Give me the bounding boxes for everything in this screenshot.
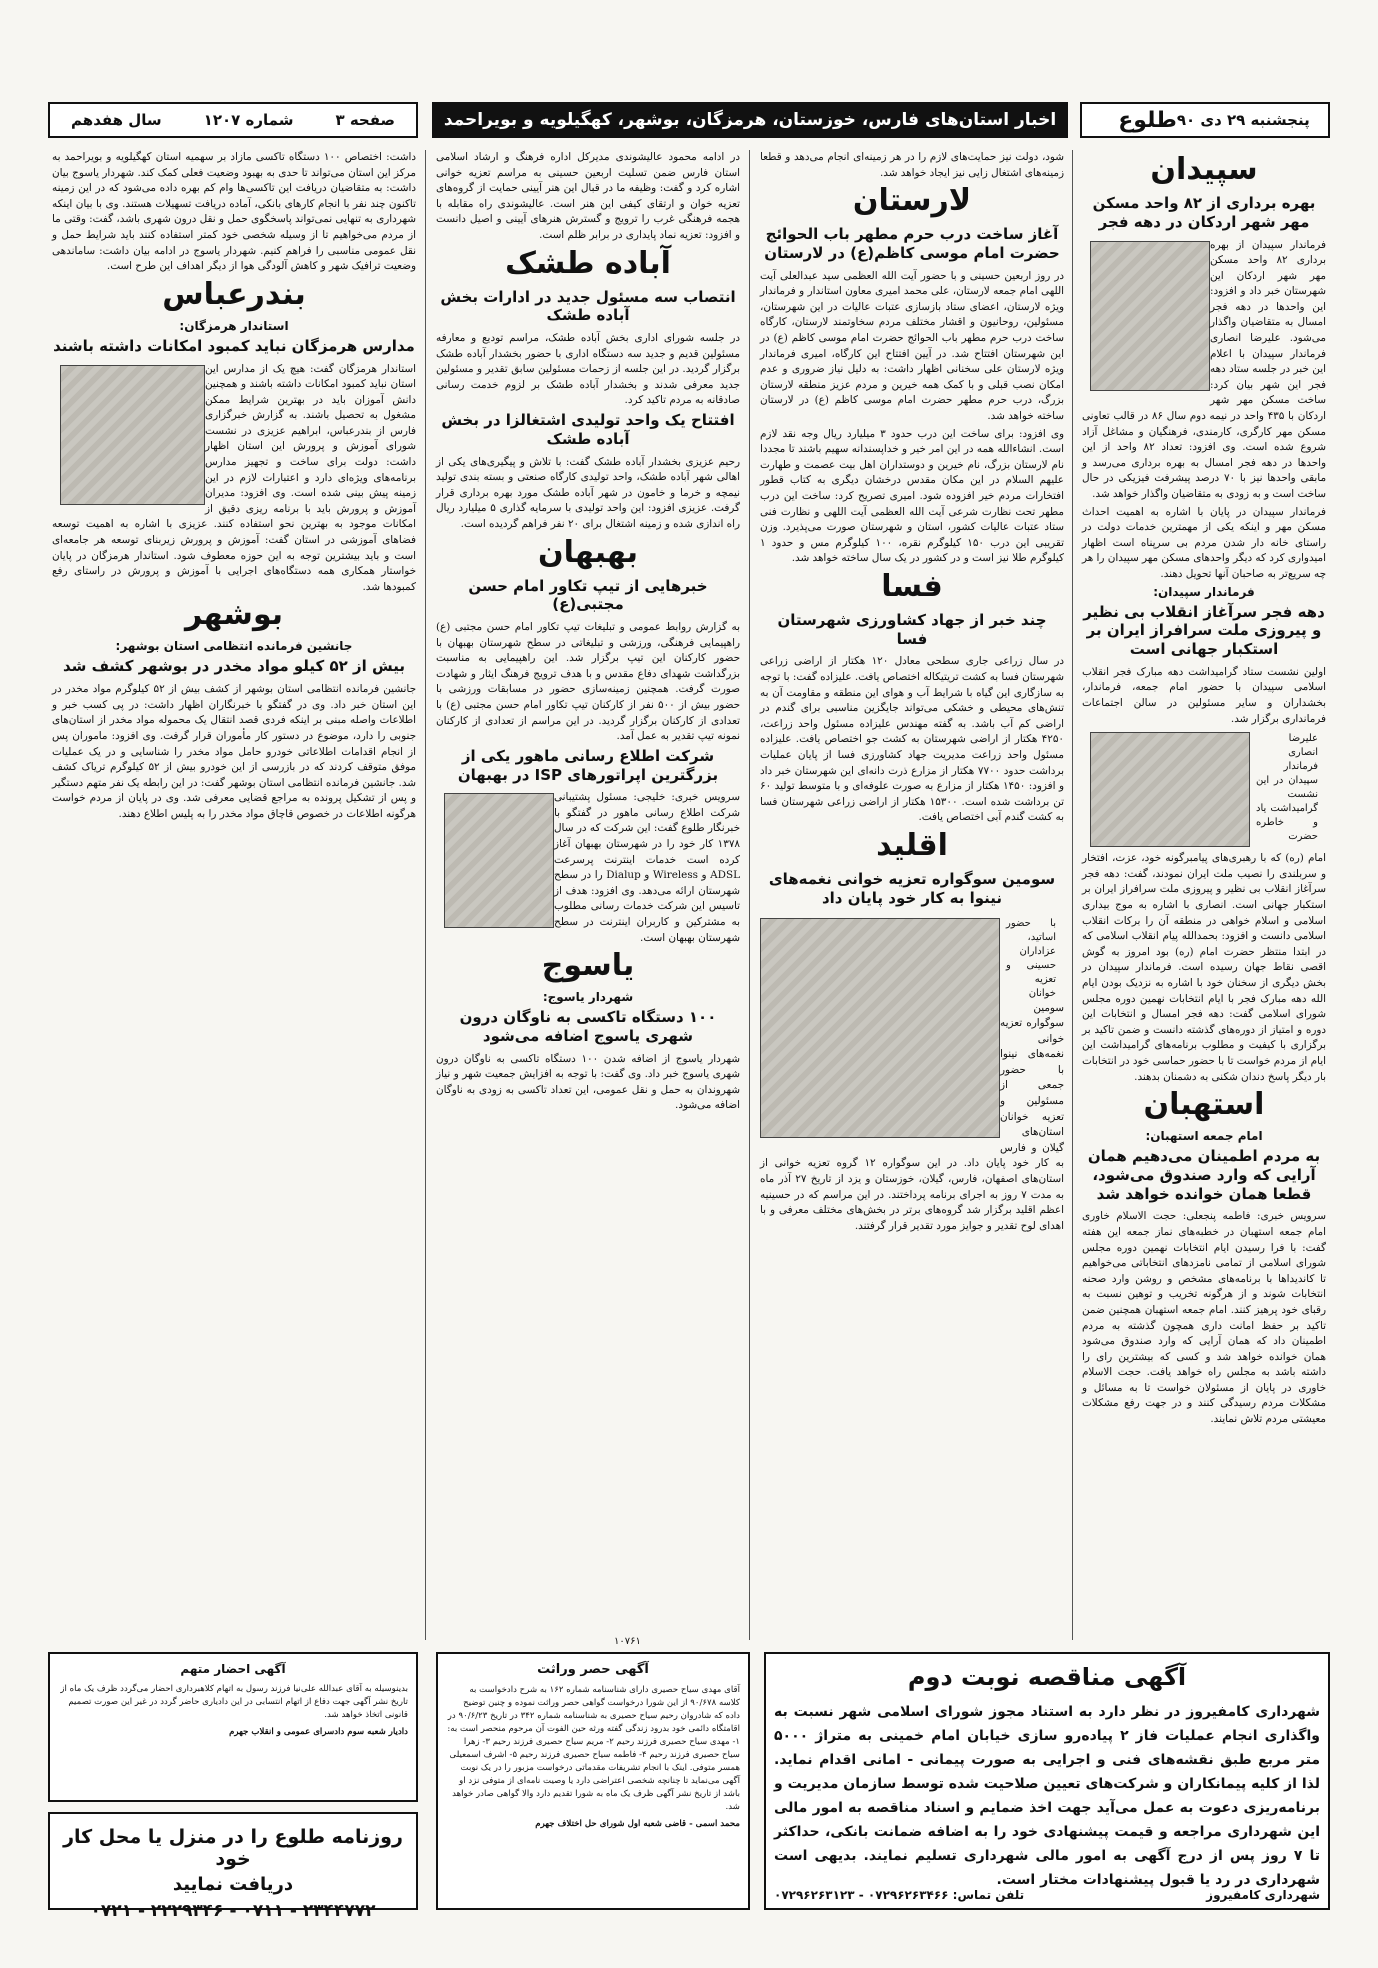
inheritance-title: آگهی حصر وراثت [537,1662,649,1677]
article-headline: دهه فجر سرآغاز انقلاب بی نظیر و پیروزی ملت سرافراز ایران بر استکبار جهانی است [1083,602,1325,659]
issue-box [48,102,418,138]
article-body: رحیم عزیزی بخشدار آباده طشک گفت: با تلاش و پیگیری‌های یکی از اهالی شهر آباده طشک، واحد تولیدی کارگاه صنعتی و بسته بندی تولید نیمچه و خرما و خامون در شهر آباده طشک مورد بهره برداری قرار گرفت. عزیزی افزود: این واحد تولیدی با سرمایه گذاری ۵ میلیارد ریال راه اندازی شده و زمینه اشتغال برای ۲۰ نفر فراهم گردیده است. [436,455,740,530]
section-title [432,102,1068,138]
article-body: سومین سوگواره تعزیه خوانی نغمه‌های نینوا با حضور جمعی از مسئولین و تعزیه خوانان استان‌های گیلان و فارس به کار خود پایان داد. در این سوگواره ۱۲ گروه تعزیه خوانی از استان‌های اصفهان، فارس، گیلان، خوزستان و یزد از تاریخ ۲۷ آذر ماه به مدت ۷ روز به اجرای برنامه پرداختند. در این مراسم که در حسینیه اعظم اقلید برگزار شد گروه‌های برتر در بخش‌های مختلف معرفی و با اهدای لوح تقدیر و جوایز مورد تقدیر قرار گرفتند. [760,1001,1064,1232]
summons-notice [48,1652,418,1802]
article-body: در ادامه محمود عالیشوندی مدیرکل اداره فرهنگ و ارشاد اسلامی استان فارس ضمن تسلیت اربعین حسینی به مراسم تعزیه خوانی اشاره کرد و گفت: وظیفه ما در قبال این هنر آیینی حمایت از گروه‌های تعزیه خوان و ارتقای کیفی این هنر است. عالیشوندی راه مقابله با هجمه فرهنگی غرب را ترویج و گسترش هنرهای آیینی و اصیل دانست و افزود: تعزیه نماد پایداری در برابر ظلم است. [436,151,740,241]
column-divider [749,150,750,1640]
article-kicker: استاندار هرمزگان: [179,318,289,333]
article-body: به گزارش روابط عمومی و تبلیغات تیپ تکاور امام حسن مجتبی (ع) راهپیمایی فرهنگی، ورزشی و تبلیغاتی در سطح شهرستان بهبهان با حضور کارکنان این تیپ برگزار شد. این راهپیمایی به مناسبت بزرگداشت شهدای دفاع مقدس و با هدف ترویج فرهنگ ایثار و شهادت صورت گرفت. همچنین زمینه‌سازی حضور در مسابقات ورزشی با حضور بیش از ۵۰۰ نفر از کارکنان تیپ تکاور امام حسن مجتبی (ع) با تعدادی از کارکنان برگزار گردید. در این مراسم از تعدادی از کارکنان نمونه تیپ تقدیر به عمل آمد. [436,621,740,743]
photo-caption: علیرضا انصاری فرماندار سپیدان در این نشست گرامیداشت یاد و خاطره حضرت [1256,733,1318,843]
article-body: جانشین فرمانده انتظامی استان بوشهر از کشف بیش از ۵۲ کیلوگرم مواد مخدر در این استان خبر داد. وی در گفتگو با خبرنگاران اظهار داشت: در پی کسب خبر و اطلاعات واصله مبنی بر اینکه فردی قصد انتقال یک محموله مواد مخدر از استان‌های جنوبی را دارد، موضوع در دستور کار مأموران قرار گرفت. وی افزود: ماموران پس از انجام اقدامات اطلاعاتی خودرو حامل مواد مخدر را شناسایی و در یک عملیات موفق متوقف کردند که در بازرسی از این خودرو بیش از ۵۲ کیلوگرم تریاک کشف شد. جانشین فرمانده انتظامی استان بوشهر گفت: در این رابطه یک نفر متهم دستگیر و پس از تشکیل پرونده به مراجع قضایی معرفی شد. وی در پایان از مردم خواست هرگونه اطلاعات در خصوص قاچاق مواد مخدر را به پلیس اطلاع دهند. [52,683,416,820]
article-body: سرویس خبری: فاطمه پنجعلی: حجت الاسلام خاوری امام جمعه استهبان در خطبه‌های نماز جمعه این هفته گفت: با فرا رسیدن ایام انتخابات نهمین دوره مجلس شورای اسلامی از تمامی نامزدهای انتخاباتی می‌خواهیم تا کاندیداها با برنامه‌های مشخص و روشن وارد صحنه انتخابات شوند و از هرگونه تخریب و توهین نسبت به رقبای خود پرهیز کنند. امام جمعه استهبان همچنین ضمن تاکید بر حفظ امانت داری همچون گذشته به مردم اطمینان داد که همان آرایی که وارد صندوق می‌شود همان خوانده خواهد شد و کسی که بیشترین رای را داشته باشد به مجلس راه خواهد یافت. حجت الاسلام خاوری در پایان از مسئولان خواست تا به مسائل و مشکلات مردم رسیدگی کنند و در جهت رفع مشکلات معیشتی مردم تلاش نمایند. [1082,1210,1326,1426]
page-number: صفحه ۳ [335,111,396,129]
tender-footer [774,1888,1320,1902]
tender-notice [764,1652,1330,1910]
masthead-date-box [1080,102,1330,138]
article-kicker: امام جمعه استهبان: [1145,1129,1263,1144]
city-heading: بندرعباس [162,276,306,312]
article-headline: ۱۰۰ دستگاه تاکسی به ناوگان درون شهری یاسوج اضافه می‌شود [459,1008,717,1045]
article-body: فرماندار سپیدان از بهره برداری ۸۲ واحد مسکن مهر شهر اردکان این شهرستان خبر داد و افزود: این واحدها در دهه فجر امسال به متقاضیان واگذار می‌شود. علیرضا انصاری فرماندار سپیدان با اعلام این خبر در جلسه ستاد دهه فجر این شهر بیان کرد: ساخت مسکن مهر شهر اردکان با ۴۳۵ واحد در نیمه دوم سال ۸۶ در قالب تعاونی مسکن مهر کارگری، کارمندی، فرهنگیان و مشاغل آزاد شروع شده است. وی افزود: تعداد ۸۲ واحد از این واحدها در دهه فجر امسال به بهره برداری می‌رسد و مابقی واحدها نیز با ۷۰ درصد پیشرفت فیزیکی در حال ساخت است و به زودی به متقاضیان واگذار خواهد شد. [1082,238,1327,500]
city-heading: یاسوج [541,948,635,984]
subscription-ad [48,1812,418,1921]
city-heading: اقلید [876,828,948,863]
article-kicker: شهردار یاسوج: [542,990,634,1005]
inheritance-notice [436,1652,750,1910]
article-headline: به مردم اطمینان می‌دهیم همان آرایی که وارد صندوق می‌شود، قطعا همان خوانده خواهد شد [1087,1147,1321,1203]
article-body: داشت: اختصاص ۱۰۰ دستگاه تاکسی مازاد بر سهمیه استان کهگیلویه و بویراحمد به مرکز این استان می‌تواند تا حدی به بهبود وضعیت فعلی کمک کند. شهردار یاسوج بیان داشت: به متقاضیان دریافت این تاکسی‌ها وام کم بهره داده می‌شود که در این زمینه تاکنون چند نفر با انجام کارهای بانکی، آماده دریافت تسهیلات هستند. وی با بیان اینکه شهرداری به تنهایی نمی‌تواند پاسخگوی حمل و نقل درون شهری باشد، گفت: وقتی ما از مردم می‌خواهیم تا از وسیله شخصی خود کمتر استفاده کنند باید شرایط حمل و نقل عمومی مناسبی را فراهم کنیم. شهردار یاسوج در ادامه بیان داشت: ساماندهی وضعیت ترافیک شهر و کاهش آلودگی هوا از دیگر اهداف این طرح است. [52,151,416,273]
inheritance-signature: محمد اسمی - قاضی شعبه اول شورای حل اختلاف جهرم [535,1819,740,1830]
column-2 [756,150,1068,1640]
article-headline: بیش از ۵۲ کیلو مواد مخدر در بوشهر کشف شد [63,657,405,676]
summons-title: آگهی احضار متهم [180,1662,286,1676]
article-headline: خبرهایی از تیپ تکاور امام حسن مجتبی(ع) [468,576,708,614]
meeting-photo [1090,732,1250,847]
article-body: شود، دولت نیز حمایت‌های لازم را در هر زمینه‌ای انجام می‌دهد و قطعا زمینه‌های اشتغال زایی نیز ایجاد خواهد شد. [760,151,1064,179]
column-1 [1078,150,1330,1640]
tender-title: آگهی مناقصه نوبت دوم [907,1663,1187,1691]
column-3 [432,150,744,1640]
article-headline: شرکت اطلاع رسانی ماهور یکی از بزرگترین اپراتورهای ISP در بهبهان [457,746,719,784]
summons-text: بدینوسیله به آقای عبدالله علی‌نیا فرزند رسول به اتهام کلاهبرداری احضار می‌گردد ظرف یک ماه از تاریخ نشر آگهی جهت دفاع از اتهام انتسابی در این دادیاری حاضر گردد در غیر این صورت تصمیم قانونی اتخاذ خواهد شد. [60,1684,408,1720]
city-heading: بهبهان [538,534,638,570]
article-body: استاندار هرمزگان گفت: هیچ یک از مدارس این استان نباید کمبود امکانات داشته باشند و همچنین دانش آموزان باید در بهترین شرایط ممکن مشغول به تحصیل باشند. به گزارش خبرگزاری فارس از بندرعباس، ابراهیم عزیزی در نشست شورای آموزش و پرورش این استان اظهار داشت: دولت برای ساخت و تجهیز مدارس برنامه‌های ویژه‌ای دارد و اعتبارات لازم در این زمینه پیش بینی شده است. وی افزود: مدیران آموزش و پرورش باید با برنامه ریزی دقیق از امکانات موجود به بهترین نحو استفاده کنند. عزیزی با اشاره به اهمیت توسعه فضاهای آموزشی در استان گفت: آموزش و پرورش زیربنای توسعه هر جامعه‌ای است و باید بیشترین توجه به این حوزه معطوف شود. استاندار هرمزگان در پایان خواستار همکاری همه دستگاه‌های اجرایی با آموزش و پرورش در راستای رفع کمبودها شد. [52,362,416,593]
article-kicker: جانشین فرمانده انتظامی استان بوشهر: [115,639,353,654]
article-headline: بهره برداری از ۸۲ واحد مسکن مهر شهر اردکان در دهه فجر [1092,194,1316,231]
article-headline: آغاز ساخت درب حرم مطهر باب الحوائج حضرت امام موسی کاظم(ع) در لارستان [764,225,1060,262]
article-body: وی افزود: برای ساخت این درب حدود ۳ میلیارد ریال وجه نقد لازم است. انشاءالله همه در این امر خیر و خداپسندانه سهیم باشند تا مجددا نام لارستان بزرگ، نام خیرین و دوستداران اهل بیت عصمت و طهارت علیهم السلام در این مکان مقدس درخشان دیگری به کتاب قطور افتخارات مردم خیر افزوده شود. امیری تصریح کرد: ساخت این درب مطهر تحت نظارت شرعی آیت الله العظمی آیت اللهی و نظارت فنی ستاد عتبات عالیات کشور، استان و شهرستان صورت می‌پذیرد. وزن تقریبی این درب ۱۵۰ کیلوگرم نقره، ۱۰۰ کیلوگرم مس و حدود ۱ کیلوگرم طلا نیز است و در کشور در یک سال ساخته خواهد شد. [760,427,1065,565]
ceremony-photo [760,918,1000,1138]
article-body: امام (ره) که با رهبری‌های پیامبرگونه خود، عزت، افتخار و سربلندی را نصیب ملت ایران نمودند، گفت: دهه فجر سرآغاز انقلاب بی نظیر و پیروزی ملت سرافراز ایران بر استکبار جهانی است. انصاری با اشاره به موج بیداری اسلامی و اسلام خواهی در منطقه آن را برکات انقلاب اسلامی دانست و افزود: بحمدالله پیام انقلاب اسلامی که در ابتدا منتظر حضرت امام (ره) بود امروز به گوش اقصی نقاط جهان رسیده است. فرماندار سپیدان در بخش دیگری از سخنان خود با اشاره به نزدیک بودن ایام الله دهه مبارک فجر با ایام انتخابات نهمین دوره مجلس شورای اسلامی گفت: دهه فجر امسال و انتخابات این دوره و امتیاز از دوره‌های گذشته دانست و ضمن تاکید بر برگزاری با کیفیت و مطلوب برنامه‌های گرامیداشت این ایام از مردم خواست تا با حضور حماسی خود در انتخابات بار دیگر پاسخ دندان شکنی به دشمنان بدهند. [1082,852,1326,1083]
city-heading: استهبان [1143,1087,1265,1123]
city-heading: فسا [881,568,943,604]
article-headline: مدارس هرمزگان نباید کمبود امکانات داشته باشند [53,336,415,355]
article-body: در سال زراعی جاری سطحی معادل ۱۲۰ هکتار از اراضی زراعی شهرستان فسا به کشت تریتیکاله اختصاص یافت. علیزاده گفت: با توجه به سازگاری این گیاه با شرایط آب و هوای این منطقه و مقاومت آن به تنش‌های محیطی و خشکی می‌تواند جایگزین مناسبی برای گندم در اراضی کم آب باشد. به گفته مهندس علیزاده مسئول واحد زراعت، ۴۲۵۰ هکتار از اراضی شهرستان به کشت جو اختصاص یافت. علیزاده مسئول واحد زراعت مدیریت جهاد کشاورزی فسا از پایان عملیات برداشت حدود ۷۷۰۰ هکتار از مزارع ذرت دانه‌ای این شهرستان خبر داد و افزود: ۱۴۵۰ هکتار از مزارع به صورت علوفه‌ای و با متوسط تولید ۶۰ تن برداشت شده است. ۱۵۳۰۰ هکتار از اراضی زراعی شهرستان فسا به کشت گندم آبی اختصاص یافت. [759,655,1065,824]
tender-phone: تلفن تماس: ۰۷۲۹۶۲۶۳۴۶۶ - ۰۷۲۹۶۲۶۳۱۲۳ [774,1888,1025,1902]
inheritance-text: آقای مهدی سیاح حصیری دارای شناسنامه شماره ۱۶۲ به شرح دادخواست به کلاسه ۹۰/۶۷۸ از این شورا درخواست گواهی حصر وراثت نموده و چنین توضیح داده که شادروان رحیم سیاح حصیری به شناسنامه شماره ۳۴۲ در تاریخ ۹۰/۶/۲۳ در اقامتگاه دائمی خود بدرود زندگی گفته ورثه حین الفوت آن مرحوم منحصر است به: ۱- مهدی سیاح حصیری فرزند رحیم ۲- مریم سیاح حصیری فرزند رحیم ۳- زهرا سیاح حصیری فرزند رحیم ۴- فاطمه سیاح حصیری فرزند رحیم ۵- اشرف اسمعیلی همسر متوفی. اینک با انجام تشریفات مقدماتی درخواست مزبور را در یک نوبت آگهی می‌نماید تا چنانچه شخصی اعتراضی دارد یا وصیت نامه‌ای از متوفی نزد او باشد از تاریخ نشر آگهی ظرف یک ماه به شورا تقدیم دارد والا گواهی صادر خواهد شد. [447,1685,740,1813]
article-headline: افتتاح یک واحد تولیدی اشتغالزا در بخش آباده طشک [441,411,735,448]
newspaper-page [48,92,1330,1922]
article-headline: چند خبر از جهاد کشاورزی شهرستان فسا [777,610,1047,648]
portrait-photo [444,793,554,928]
newspaper-logo: طلوع [1118,107,1177,133]
summons-signature: دادیار شعبه سوم دادسرای عمومی و انقلاب جهرم [229,1727,408,1737]
tender-signature: شهرداری کامفیروز [1206,1888,1320,1902]
volume-year: سال هفدهم [71,111,162,129]
article-body: در روز اربعین حسینی و با حضور آیت الله العظمی سید عبدالعلی آیت اللهی امام جمعه لارستان، علی محمد امیری معاون استاندار و فرماندار ویژه لارستان، اعضای ستاد بازسازی عتبات عالیات در این شهرستان، مسئولین، روحانیون و اقشار مختلف مردم سخاوتمند لارستان، کارگاه ساخت درب حرم مطهر باب الحوائج حضرت امام موسی کاظم (ع) در این شهرستان افتتاح شد. در آیین افتتاح این کارگاه، امیری فرماندار ویژه لارستان علی سخنانی اظهار داشت: به دلیل نیاز ضروری و عدم امکان نصب قبلی و با کمک همه خیرین و مردم عزیز منطقه لارستان بزرگ، درب حرم مطهر حضرت امام موسی کاظم (ع) در لارستان ساخته خواهد شد. [760,269,1064,423]
date: پنجشنبه ۲۹ دی ۹۰ [1176,111,1310,129]
subscription-line-1: روزنامه طلوع را در منزل یا محل کار خود [63,1826,403,1870]
article-body: سرویس خبری: خلیجی: مسئول پشتیبانی شرکت اطلاع رسانی ماهور در گفتگو با خبرنگار طلوع گفت: این شرکت که در سال ۱۳۷۸ کار خود را در شهرستان بهبهان آغاز کرده است خدمات اینترنت پرسرعت ADSL و Wireless و Dialup را در سطح شهرستان ارائه می‌دهد. وی افزود: هدف از تاسیس این شرکت خدمات رسانی مطلوب به مشترکین و کاربران اینترنت در سطح شهرستان بهبهان است. [554,791,741,944]
city-heading: لارستان [852,183,972,219]
city-heading: آباده طشک [505,245,671,281]
column-divider [425,150,426,1640]
page-header [48,100,1330,140]
news-photo [1090,241,1210,391]
photo-caption: با حضور اساتید، عزاداران حسینی و تعزیه خوانان [1006,917,1056,999]
subscription-phones: ۰۷۲۱ - ۲۲۲۹۳۴۶ - ۰۷۱۱ - ۲۳۴۴۷۷۲ [90,1901,376,1921]
article-headline: سومین سوگواره تعزیه خوانی نغمه‌های نینوا به کار خود پایان داد [768,870,1056,907]
tender-text: شهرداری کامفیروز در نظر دارد به استناد مجوز شورای اسلامی شهر نسبت به واگذاری انجام عملیات فاز ۲ پیاده‌رو سازی خیابان امام خمینی به متراژ ۵۰۰۰ متر مربع طبق نقشه‌های فنی و اجرایی به صورت پیمانی - امانی اقدام نماید. لذا از کلیه پیمانکاران و شرکت‌های تعیین صلاحیت شده توسط سازمان مدیریت و برنامه‌ریزی دعوت به عمل می‌آید جهت اخذ ضمایم و اسناد مناقصه به امور مالی این شهرداری مراجعه و قیمت پیشنهادی خود را به اضافه ضمانت بانکی، حداکثر تا ۷ روز پس از درج آگهی به امور مالی شهرداری تسلیم نمایند. بدیهی است شهرداری در رد یا قبول پیشنهادات مختار است. [774,1704,1321,1888]
column-divider [1072,150,1073,1640]
city-heading: بوشهر [184,597,284,633]
portrait-photo [60,365,205,505]
city-heading: سپیدان [1150,152,1258,187]
article-body: اولین نشست ستاد گرامیداشت دهه مبارک فجر انقلاب اسلامی سپیدان با حضور امام جمعه، فرماندار، بخشداران و سایر مسئولین در سالن اجتماعات فرمانداری برگزار شد. [1082,665,1326,725]
article-headline: انتصاب سه مسئول جدید در ادارات بخش آباده طشک [440,287,736,325]
ad-number: ۱۰۷۶۱ [614,1636,641,1647]
advertisements-strip [48,1636,1330,1921]
article-body: فرماندار سپیدان در پایان با اشاره به اهمیت احداث مسکن مهر و اینکه یکی از مهمترین خدمات دولت در راستای خانه دار شدن مردم بی سرپناه است اظهار امیدواری کرد که دیگر واحدهای مسکن مهر سپیدان را هر چه سریع‌تر به صاحبان آنها تحویل دهند. [1082,505,1326,580]
article-body: در جلسه شورای اداری بخش آباده طشک، مراسم تودیع و معارفه مسئولین قدیم و جدید سه دستگاه اداری با حضور بخشدار آباده طشک برگزار گردید. در این جلسه از زحمات مسئولین سابق تقدیر و مسئولین جدید معرفی شدند و بخشدار آباده طشک بر لزوم خدمت رسانی صادقانه به مردم تاکید کرد. [436,332,740,407]
column-4 [48,150,420,1640]
issue-number: شماره ۱۲۰۷ [203,111,294,129]
article-body: شهردار یاسوج از اضافه شدن ۱۰۰ دستگاه تاکسی به ناوگان درون شهری یاسوج خبر داد. وی گفت: با توجه به افزایش جمعیت شهر و نیاز شهروندان به حمل و نقل عمومی، این تعداد تاکسی به زودی به ناوگان اضافه می‌شود. [436,1052,740,1112]
section-title-text: اخبار استان‌های فارس، خوزستان، هرمزگان، بوشهر، کهگیلویه و بویراحمد [443,110,1057,130]
subscription-line-2: دریافت نمایید [172,1874,294,1895]
article-kicker: فرماندار سپیدان: [1153,584,1255,599]
